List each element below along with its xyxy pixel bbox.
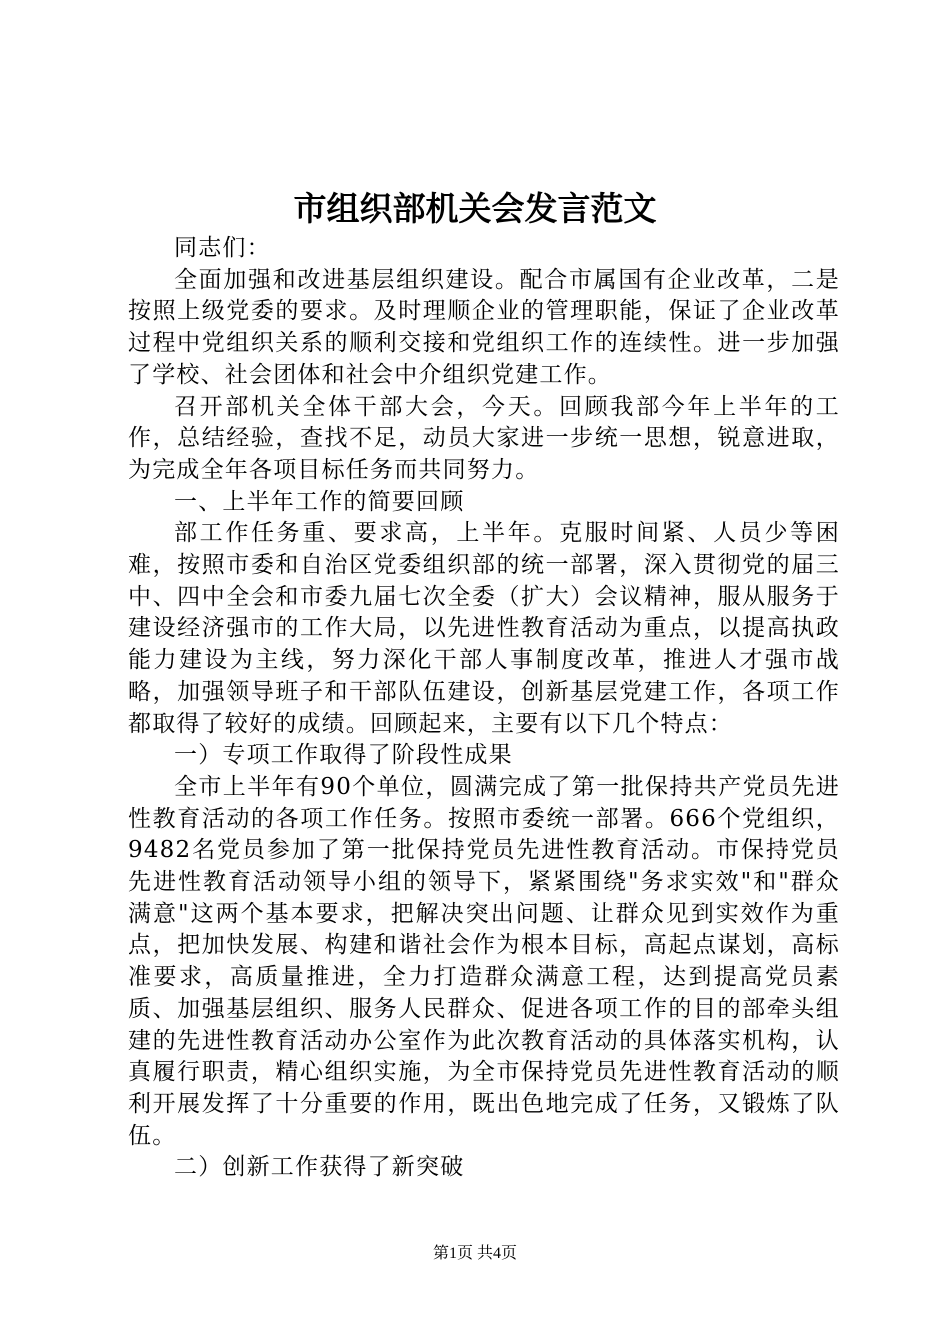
body-paragraph: 全面加强和改进基层组织建设。配合市属国有企业改革，二是按照上级党委的要求。及时理顺企业的管理职能，保证了企业改革过程中党组织关系的顺利交接和党组织工作的连续性。进一步加强了学校、社会团体和社会中介组织党建工作。	[128, 266, 840, 388]
section-heading: 一、上半年工作的简要回顾	[174, 488, 465, 515]
body-paragraph: 召开部机关全体干部大会，今天。回顾我部今年上半年的工作，总结经验，查找不足，动员大家进一步统一思想，锐意进取，为完成全年各项目标任务而共同努力。	[128, 393, 840, 483]
body-paragraph: 部工作任务重、要求高，上半年。克服时间紧、人员少等困难，按照市委和自治区党委组织部的统一部署，深入贯彻党的届三中、四中全会和市委九届七次全委（扩大）会议精神，服从服务于建设经济强市的工作大局，以先进性教育活动为重点，以提高执政能力建设为主线，努力深化干部人事制度改革，推进人才强市战略，加强领导班子和干部队伍建设，创新基层党建工作，各项工作都取得了较好的成绩。回顾起来，主要有以下几个特点：	[128, 520, 840, 737]
document-title: 市组织部机关会发言范文	[293, 189, 657, 228]
salutation-paragraph: 同志们：	[174, 235, 271, 261]
document-body	[128, 233, 840, 1184]
body-paragraph: 全市上半年有90个单位，圆满完成了第一批保持共产党员先进性教育活动的各项工作任务。按照市委统一部署。666个党组织，9482名党员参加了第一批保持党员先进性教育活动。市保持党员先进性教育活动领导小组的领导下，紧紧围绕"务求实效"和"群众满意"这两个基本要求，把解决突出问题、让群众见到实效作为重点，把加快发展、构建和谐社会作为根本目标，高起点谋划，高标准要求，高质量推进，全力打造群众满意工程，达到提高党员素质、加强基层组织、服务人民群众、促进各项工作的目的部牵头组建的先进性教育活动办公室作为此次教育活动的具体落实机构，认真履行职责，精心组织实施，为全市保持党员先进性教育活动的顺利开展发挥了十分重要的作用，既出色地完成了任务，又锻炼了队伍。	[128, 773, 840, 1149]
page-footer: 第1页 共4页	[432, 1245, 517, 1262]
subsection-heading: 二）创新工作获得了新突破	[174, 1154, 465, 1181]
subsection-heading: 一）专项工作取得了阶段性成果	[174, 742, 513, 769]
